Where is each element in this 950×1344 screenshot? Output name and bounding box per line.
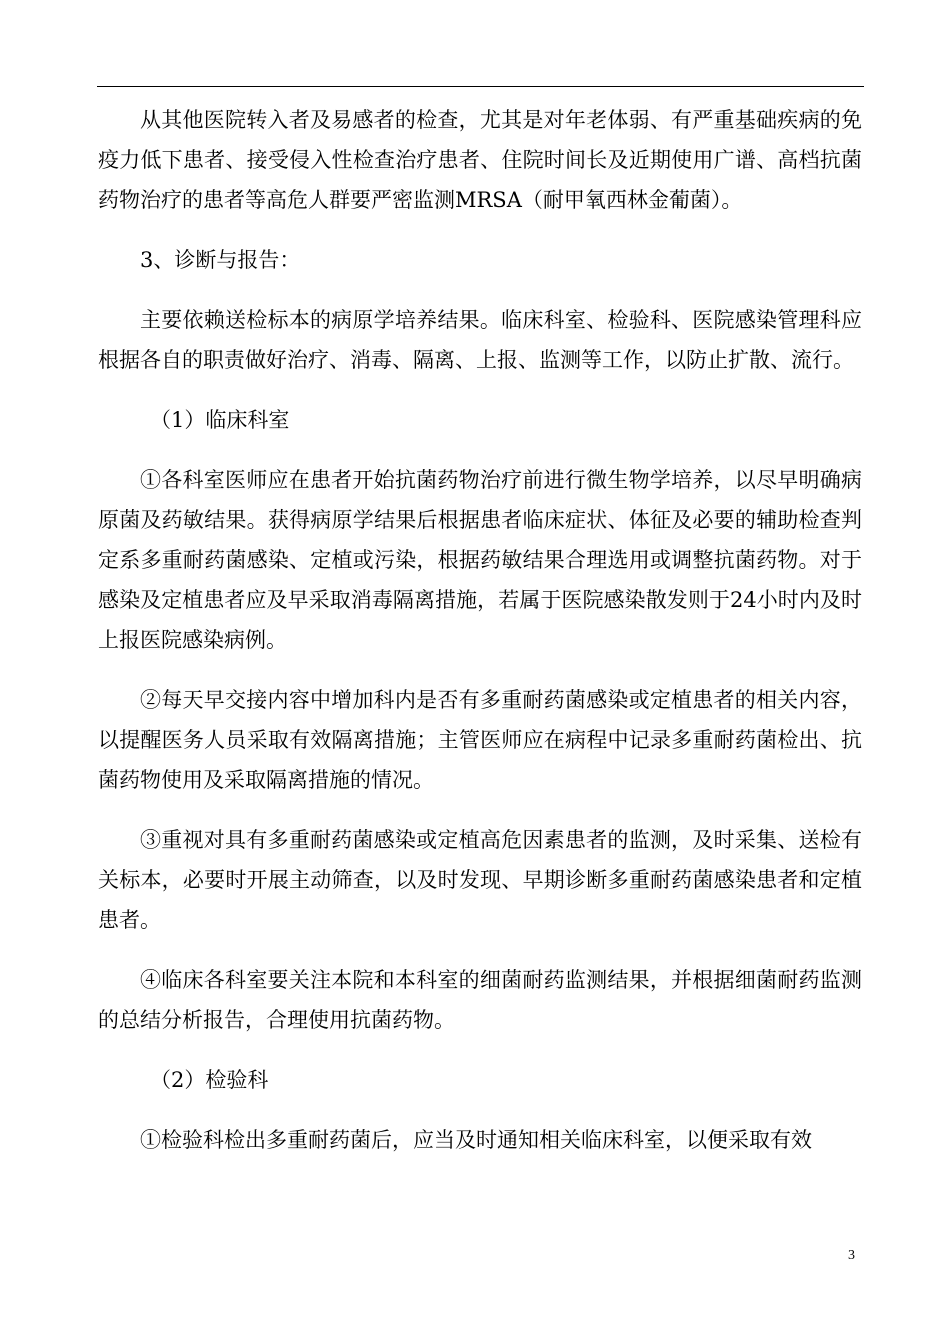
paragraph-clinical-item-1: ①各科室医师应在患者开始抗菌药物治疗前进行微生物学培养，以尽早明确病原菌及药敏结果。获得病原学结果后根据患者临床症状、体征及必要的辅助检查判定系多重耐药菌感染、定植或污染，根据药敏结果合理选用或调整抗菌药物。对于感染及定植患者应及早采取消毒隔离措施，若属于医院感染散发则于24小时内及时上报医院感染病例。	[98, 468, 862, 652]
subheading-laboratory: （2）检验科	[150, 1068, 269, 1092]
paragraph-laboratory-item-1: ①检验科检出多重耐药菌后，应当及时通知相关临床科室，以便采取有效	[140, 1128, 812, 1152]
header-rule	[97, 86, 864, 87]
paragraph-clinical-item-4: ④临床各科室要关注本院和本科室的细菌耐药监测结果，并根据细菌耐药监测的总结分析报告，合理使用抗菌药物。	[98, 968, 862, 1032]
paragraph-clinical-item-3: ③重视对具有多重耐药菌感染或定植高危因素患者的监测，及时采集、送检有关标本，必要时开展主动筛查，以及时发现、早期诊断多重耐药菌感染患者和定植患者。	[98, 828, 862, 932]
paragraph-clinical-item-2: ②每天早交接内容中增加科内是否有多重耐药菌感染或定植患者的相关内容，以提醒医务人员采取有效隔离措施；主管医师应在病程中记录多重耐药菌检出、抗菌药物使用及采取隔离措施的情况。	[98, 688, 862, 792]
page-number: 3	[848, 1248, 855, 1263]
document-body	[98, 100, 862, 1180]
paragraph-diagnosis-basis: 主要依赖送检标本的病原学培养结果。临床科室、检验科、医院感染管理科应根据各自的职责做好治疗、消毒、隔离、上报、监测等工作，以防止扩散、流行。	[98, 308, 862, 372]
paragraph-mrsa-monitoring: 从其他医院转入者及易感者的检查，尤其是对年老体弱、有严重基础疾病的免疫力低下患者、接受侵入性检查治疗患者、住院时间长及近期使用广谱、高档抗菌药物治疗的患者等高危人群要严密监测MRSA（耐甲氧西林金葡菌）。	[98, 108, 862, 212]
subheading-clinical-departments: （1）临床科室	[150, 408, 290, 432]
section-heading-diagnosis-report: 3、诊断与报告：	[140, 248, 301, 272]
